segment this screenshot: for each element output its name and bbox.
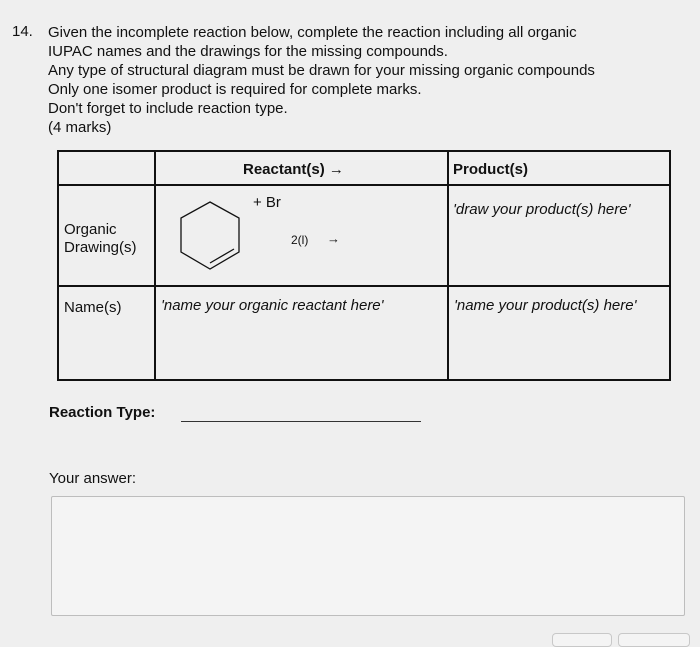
bottom-button[interactable] — [552, 633, 612, 647]
product-drawing-placeholder: 'draw your product(s) here' — [453, 201, 631, 218]
row-label-organic: Organic — [64, 221, 117, 238]
question-line: Given the incomplete reaction below, complete the reaction including all organic — [48, 24, 577, 41]
table-border — [154, 150, 156, 381]
table-border — [57, 285, 670, 287]
reaction-table — [57, 150, 671, 381]
table-border — [669, 150, 671, 381]
cyclohexene-structure-icon — [170, 196, 250, 276]
reaction-type-label: Reaction Type: — [49, 404, 156, 421]
reactant-name-placeholder: 'name your organic reactant here' — [161, 297, 384, 314]
bromine-state: 2(l) — [291, 233, 309, 247]
row-label-names: Name(s) — [64, 299, 122, 316]
header-reactants: Reactant(s) → — [243, 161, 344, 178]
table-border — [57, 184, 670, 186]
question-text — [48, 23, 595, 137]
reaction-arrow: → — [327, 231, 340, 246]
question-line: Don't forget to include reaction type. — [48, 100, 288, 117]
bromine-reagent: + Br — [253, 194, 281, 211]
bottom-button[interactable] — [618, 633, 690, 647]
table-border — [57, 379, 670, 381]
product-name-placeholder: 'name your product(s) here' — [454, 297, 637, 314]
question-line: (4 marks) — [48, 119, 112, 136]
reaction-type-input-line[interactable] — [181, 421, 421, 422]
table-border — [57, 150, 670, 152]
your-answer-label: Your answer: — [49, 470, 136, 487]
question-line: IUPAC names and the drawings for the missing compounds. — [48, 43, 448, 60]
row-label-drawings: Drawing(s) — [64, 239, 137, 256]
answer-textarea[interactable] — [51, 496, 685, 616]
table-border — [57, 150, 59, 381]
question-line: Any type of structural diagram must be drawn for your missing organic compounds — [48, 62, 595, 79]
question-number: 14. — [12, 23, 33, 40]
header-products: Product(s) — [453, 161, 528, 178]
question-line: Only one isomer product is required for complete marks. — [48, 81, 422, 98]
table-border — [447, 150, 449, 381]
